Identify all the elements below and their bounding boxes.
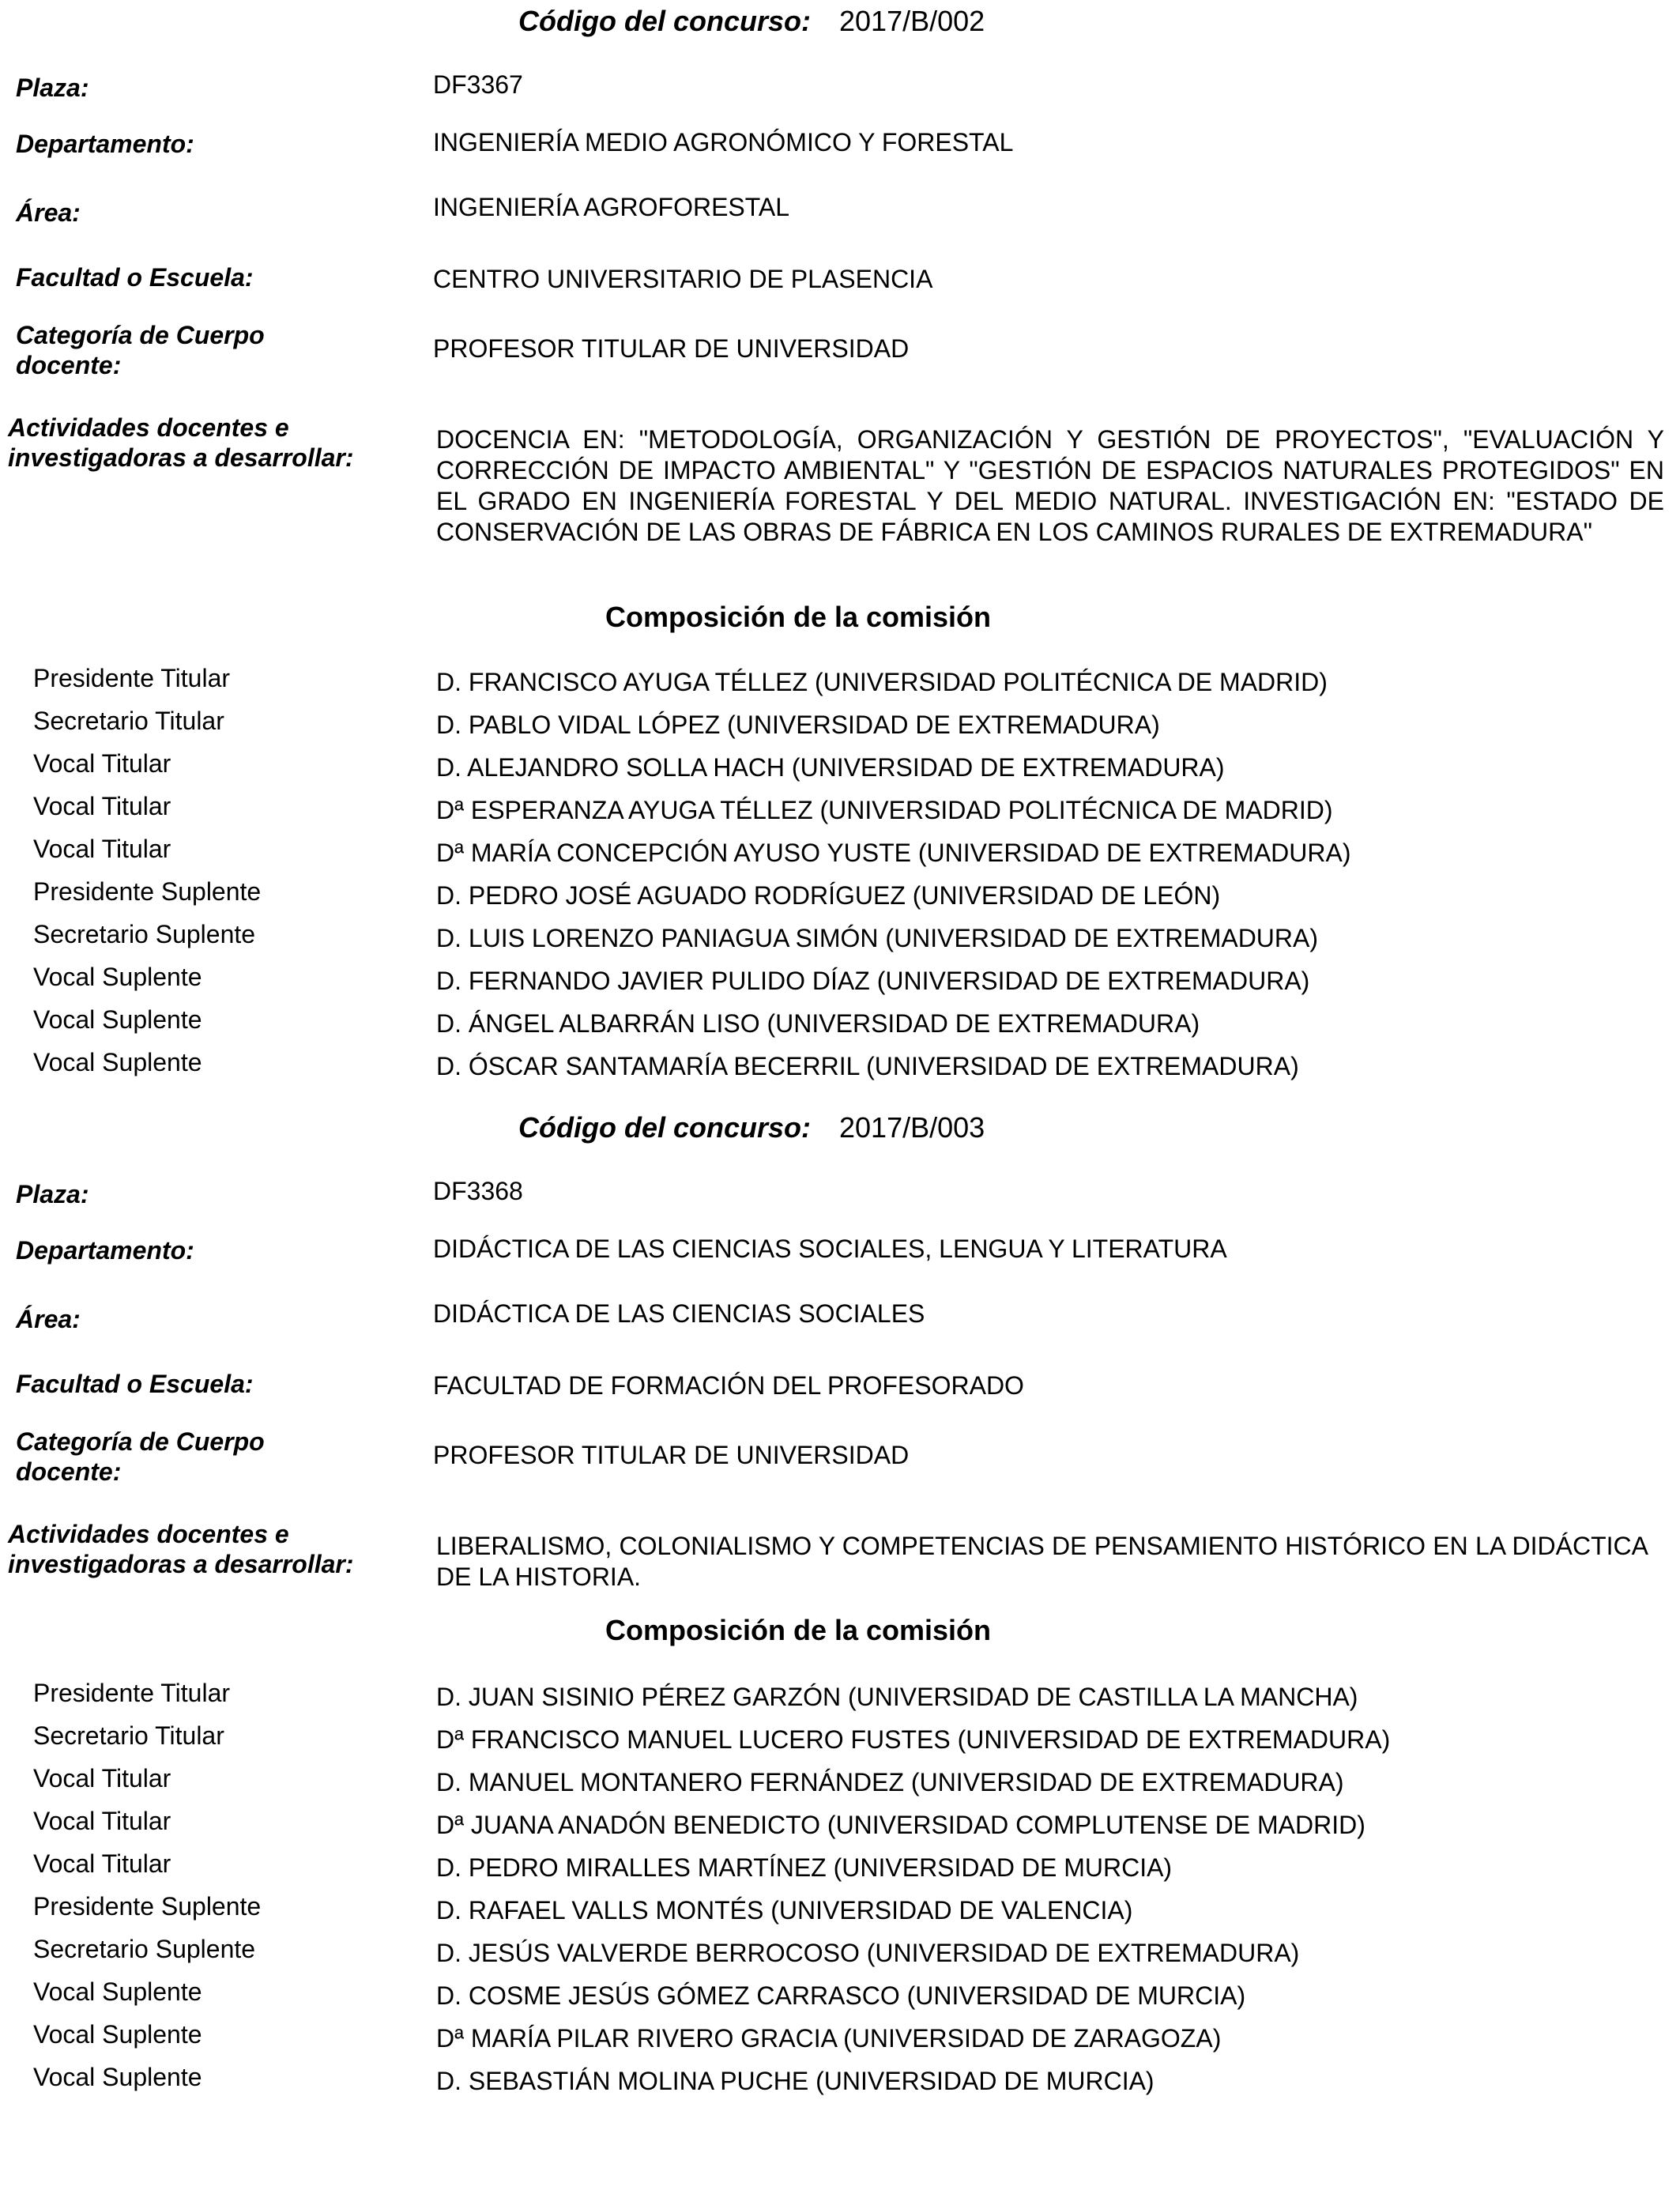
- member-role: Vocal Titular: [33, 792, 171, 820]
- member-role: Secretario Titular: [33, 1721, 224, 1750]
- member-name: D. JESÚS VALVERDE BERROCOSO (UNIVERSIDAD DE EXTREMADURA): [436, 1939, 1300, 1967]
- member-role: Vocal Suplente: [33, 963, 202, 991]
- member-name: D. PEDRO JOSÉ AGUADO RODRÍGUEZ (UNIVERSIDAD DE LEÓN): [436, 881, 1221, 910]
- area-value: INGENIERÍA AGROFORESTAL: [433, 193, 790, 221]
- member-name: Dª FRANCISCO MANUEL LUCERO FUSTES (UNIVERSIDAD DE EXTREMADURA): [436, 1725, 1391, 1754]
- member-name: D. PABLO VIDAL LÓPEZ (UNIVERSIDAD DE EXTREMADURA): [436, 711, 1160, 739]
- member-role: Presidente Titular: [33, 1679, 231, 1707]
- plaza-value: DF3368: [433, 1177, 523, 1205]
- member-role: Vocal Suplente: [33, 1005, 202, 1034]
- categoria-label: Categoría de Cuerpo docente:: [16, 321, 265, 379]
- member-role: Vocal Titular: [33, 1764, 171, 1793]
- concurso-code-value: 2017/B/002: [839, 5, 985, 37]
- departamento-value: INGENIERÍA MEDIO AGRONÓMICO Y FORESTAL: [433, 128, 1014, 156]
- categoria-value: PROFESOR TITULAR DE UNIVERSIDAD: [433, 1441, 910, 1469]
- concurso-code-label: Código del concurso:: [518, 5, 812, 37]
- departamento-value: DIDÁCTICA DE LAS CIENCIAS SOCIALES, LENGUA Y LITERATURA: [433, 1235, 1227, 1263]
- member-role: Vocal Suplente: [33, 1048, 202, 1076]
- area-label: Área:: [16, 198, 81, 227]
- facultad-label: Facultad o Escuela:: [16, 1370, 254, 1398]
- member-name: D. FERNANDO JAVIER PULIDO DÍAZ (UNIVERSIDAD DE EXTREMADURA): [436, 967, 1310, 995]
- member-role: Secretario Suplente: [33, 1935, 256, 1963]
- member-name: D. JUAN SISINIO PÉREZ GARZÓN (UNIVERSIDAD DE CASTILLA LA MANCHA): [436, 1683, 1358, 1711]
- plaza-value: DF3367: [433, 70, 523, 99]
- member-role: Presidente Suplente: [33, 877, 262, 906]
- member-role: Vocal Titular: [33, 1849, 171, 1878]
- facultad-value: CENTRO UNIVERSITARIO DE PLASENCIA: [433, 265, 933, 293]
- comision-title: Composición de la comisión: [605, 601, 992, 633]
- member-name: D. ÁNGEL ALBARRÁN LISO (UNIVERSIDAD DE EXTREMADURA): [436, 1009, 1200, 1038]
- comision-title: Composición de la comisión: [605, 1614, 992, 1646]
- concurso-code-line: [518, 1111, 985, 1144]
- departamento-label: Departamento:: [16, 130, 194, 158]
- concurso-block: [0, 1106, 1680, 2194]
- member-name: D. COSME JESÚS GÓMEZ CARRASCO (UNIVERSIDAD DE MURCIA): [436, 1981, 1246, 2010]
- member-role: Secretario Titular: [33, 707, 224, 735]
- member-role: Vocal Titular: [33, 749, 171, 778]
- actividades-value: DOCENCIA EN: "METODOLOGÍA, ORGANIZACIÓN Y GESTIÓN DE PROYECTOS", "EVALUACIÓN Y CORRECCIÓN DE IMPACTO AMBIENTAL" Y "GESTIÓN DE ESPACIOS NATURALES PROTEGIDOS" EN EL GRADO EN INGENIERÍA FORESTAL Y DEL MEDIO NATURAL. INVESTIGACIÓN EN: "ESTADO DE CONSERVACIÓN DE LAS OBRAS DE FÁBRICA EN LOS CAMINOS RURALES DE EXTREMADURA": [436, 425, 1664, 546]
- actividades-value: LIBERALISMO, COLONIALISMO Y COMPETENCIAS DE PENSAMIENTO HISTÓRICO EN LA DIDÁCTICA DE LA HISTORIA.: [436, 1532, 1648, 1591]
- member-name: D. SEBASTIÁN MOLINA PUCHE (UNIVERSIDAD DE MURCIA): [436, 2067, 1155, 2095]
- facultad-value: FACULTAD DE FORMACIÓN DEL PROFESORADO: [433, 1371, 1024, 1400]
- departamento-label: Departamento:: [16, 1236, 194, 1265]
- member-name: Dª MARÍA CONCEPCIÓN AYUSO YUSTE (UNIVERSIDAD DE EXTREMADURA): [436, 839, 1351, 867]
- concurso-code-label: Código del concurso:: [518, 1111, 812, 1144]
- member-name: D. LUIS LORENZO PANIAGUA SIMÓN (UNIVERSIDAD DE EXTREMADURA): [436, 924, 1319, 952]
- member-name: D. ÓSCAR SANTAMARÍA BECERRIL (UNIVERSIDAD DE EXTREMADURA): [436, 1052, 1299, 1080]
- member-role: Vocal Titular: [33, 835, 171, 863]
- member-name: D. FRANCISCO AYUGA TÉLLEZ (UNIVERSIDAD POLITÉCNICA DE MADRID): [436, 668, 1328, 696]
- concurso-block: [0, 0, 1680, 1091]
- plaza-label: Plaza:: [16, 1180, 89, 1208]
- member-role: Vocal Titular: [33, 1807, 171, 1835]
- member-role: Vocal Suplente: [33, 2063, 202, 2091]
- member-role: Vocal Suplente: [33, 1977, 202, 2006]
- member-name: D. RAFAEL VALLS MONTÉS (UNIVERSIDAD DE VALENCIA): [436, 1896, 1133, 1924]
- member-name: D. PEDRO MIRALLES MARTÍNEZ (UNIVERSIDAD DE MURCIA): [436, 1853, 1173, 1882]
- member-name: Dª JUANA ANADÓN BENEDICTO (UNIVERSIDAD COMPLUTENSE DE MADRID): [436, 1811, 1365, 1839]
- facultad-label: Facultad o Escuela:: [16, 263, 254, 292]
- concurso-code-line: [518, 5, 985, 38]
- member-name: D. MANUEL MONTANERO FERNÁNDEZ (UNIVERSIDAD DE EXTREMADURA): [436, 1768, 1344, 1796]
- categoria-value: PROFESOR TITULAR DE UNIVERSIDAD: [433, 334, 910, 363]
- concurso-code-value: 2017/B/003: [839, 1111, 985, 1144]
- area-label: Área:: [16, 1305, 81, 1333]
- actividades-label: Actividades docentes e investigadoras a desarrollar:: [8, 413, 354, 472]
- member-role: Vocal Suplente: [33, 2020, 202, 2049]
- area-value: DIDÁCTICA DE LAS CIENCIAS SOCIALES: [433, 1299, 925, 1328]
- member-role: Secretario Suplente: [33, 920, 256, 948]
- member-name: D. ALEJANDRO SOLLA HACH (UNIVERSIDAD DE EXTREMADURA): [436, 753, 1225, 782]
- plaza-label: Plaza:: [16, 74, 89, 102]
- member-role: Presidente Titular: [33, 664, 231, 692]
- member-name: Dª ESPERANZA AYUGA TÉLLEZ (UNIVERSIDAD POLITÉCNICA DE MADRID): [436, 796, 1333, 824]
- actividades-label: Actividades docentes e investigadoras a desarrollar:: [8, 1520, 354, 1578]
- categoria-label: Categoría de Cuerpo docente:: [16, 1427, 265, 1486]
- member-name: Dª MARÍA PILAR RIVERO GRACIA (UNIVERSIDAD DE ZARAGOZA): [436, 2024, 1222, 2053]
- member-role: Presidente Suplente: [33, 1892, 262, 1921]
